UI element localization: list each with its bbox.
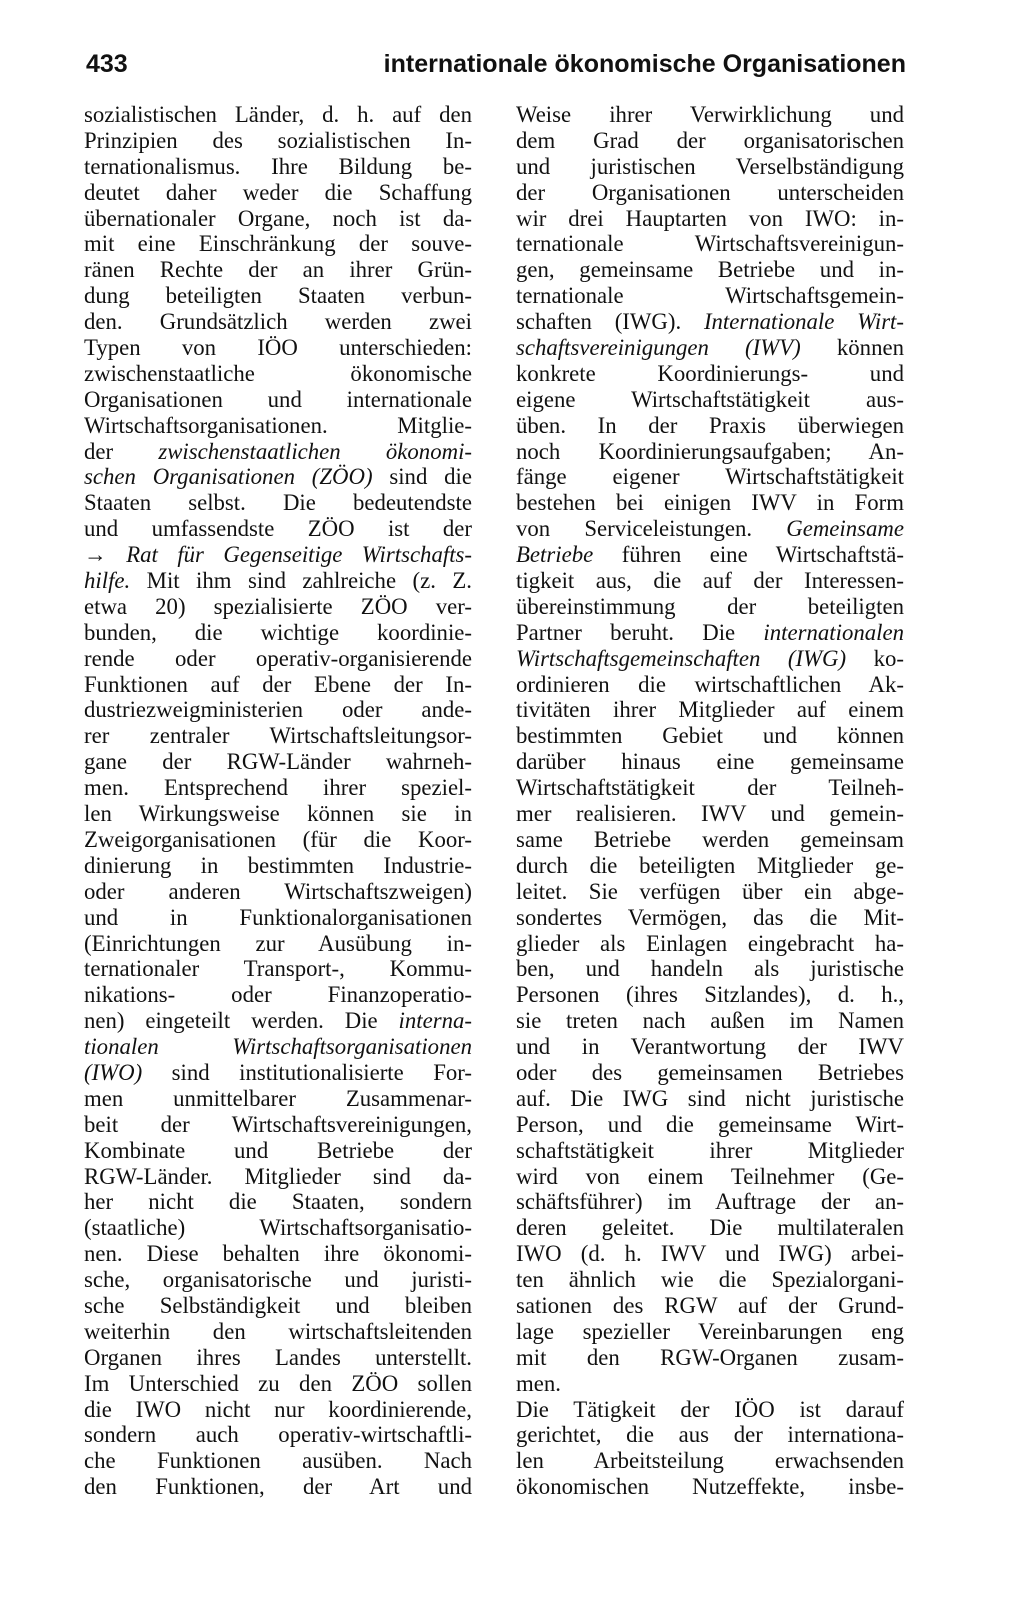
text-segment: Partner beruht. Die [516, 619, 764, 645]
text-line: gane der RGW-Länder wahrneh- [84, 749, 472, 775]
text-line: darüber hinaus eine gemeinsame [516, 749, 904, 775]
text-line: mer realisieren. IWV und gemein- [516, 801, 904, 827]
text-line: Personen (ihres Sitzlandes), d. h., [516, 982, 904, 1008]
text-line: die IWO nicht nur koordinierende, [84, 1396, 472, 1422]
page-number: 433 [86, 50, 128, 78]
text-line: che Funktionen ausüben. Nach [84, 1448, 472, 1474]
text-line [84, 1034, 472, 1060]
text-line: beit der Wirtschaftsvereinigungen, [84, 1111, 472, 1137]
text-line: dung beteiligten Staaten verbun- [84, 283, 472, 309]
text-line: wird von einem Teilnehmer (Ge- [516, 1163, 904, 1189]
text-line: den. Grundsätzlich werden zwei [84, 309, 472, 335]
page-header [86, 50, 906, 90]
text-line: Weise ihrer Verwirklichung und [516, 102, 904, 127]
text-line [84, 464, 472, 490]
text-line: tigkeit aus, die auf der Interessen- [516, 568, 904, 594]
text-line: Organen ihres Landes unterstellt. [84, 1344, 472, 1370]
text-line: und juristischen Verselbständigung [516, 153, 904, 179]
text-line: deutet daher weder die Schaffung [84, 179, 472, 205]
text-line: und in Funktionalorganisationen [84, 904, 472, 930]
text-line: len Wirkungsweise können sie in [84, 801, 472, 827]
text-line: deren geleitet. Die multilateralen [516, 1215, 904, 1241]
text-line: RGW-Länder. Mitglieder sind da- [84, 1163, 472, 1189]
text-segment: ko- [846, 645, 905, 671]
text-line: zwischenstaatliche ökonomische [84, 360, 472, 386]
text-line: glieder als Einlagen eingebracht ha- [516, 930, 904, 956]
italic-term: interna- [398, 1008, 472, 1034]
text-line: rer zentraler Wirtschaftsleitungsor- [84, 723, 472, 749]
text-line: eigene Wirtschaftstätigkeit aus- [516, 386, 904, 412]
italic-term: Internationale Wirt- [703, 309, 904, 335]
italic-term: Rat für Gegenseitige Wirtschafts- [126, 542, 472, 568]
text-line: übereinstimmung der beteiligten [516, 593, 904, 619]
text-line [516, 335, 904, 361]
text-line: ternationaler Transport-, Kommu- [84, 956, 472, 982]
text-segment: können [800, 335, 904, 361]
text-line: (Einrichtungen zur Ausübung in- [84, 930, 472, 956]
text-line: men unmittelbarer Zusammenar- [84, 1085, 472, 1111]
text-line: sondertes Vermögen, das die Mit- [516, 904, 904, 930]
text-segment: führen eine Wirtschaftstä- [593, 542, 904, 568]
text-line: Funktionen auf der Ebene der In- [84, 671, 472, 697]
text-line: ben, und handeln als juristische [516, 956, 904, 982]
text-line: her nicht die Staaten, sondern [84, 1189, 472, 1215]
text-line: len Arbeitsteilung erwachsenden [516, 1448, 904, 1474]
text-line: übernationaler Organe, noch ist da- [84, 205, 472, 231]
text-line: tivitäten ihrer Mitglieder auf einem [516, 697, 904, 723]
text-line: Im Unterschied zu den ZÖO sollen [84, 1370, 472, 1396]
text-line: sondern auch operativ-wirtschaftli- [84, 1422, 472, 1448]
text-line: Organisationen und internationale [84, 386, 472, 412]
text-line [84, 1008, 472, 1034]
text-segment: von Serviceleistungen. [516, 516, 787, 542]
text-line: Typen von IÖO unterschieden: [84, 335, 472, 361]
text-line: bestehen bei einigen IWV in Form [516, 490, 904, 516]
text-segment: nen) eingeteilt werden. Die [84, 1008, 399, 1034]
text-line: ternationale Wirtschaftsgemein- [516, 283, 904, 309]
text-line [84, 542, 472, 568]
text-line: lage spezieller Vereinbarungen eng [516, 1318, 904, 1344]
text-line: bunden, die wichtige koordinie- [84, 619, 472, 645]
text-line: schaftstätigkeit ihrer Mitglieder [516, 1137, 904, 1163]
text-line [84, 568, 472, 594]
text-line: sationen des RGW auf der Grund- [516, 1292, 904, 1318]
text-line: Wirtschaftstätigkeit der Teilneh- [516, 775, 904, 801]
text-line: leitet. Sie verfügen über ein abge- [516, 878, 904, 904]
text-line: ränen Rechte der an ihrer Grün- [84, 257, 472, 283]
text-line: und in Verantwortung der IWV [516, 1034, 904, 1060]
text-line: Person, und die gemeinsame Wirt- [516, 1111, 904, 1137]
italic-term: internationalen [763, 619, 904, 645]
text-line: gerichtet, die aus der internationa- [516, 1422, 904, 1448]
text-segment: → [84, 542, 127, 568]
text-line: same Betriebe werden gemeinsam [516, 826, 904, 852]
text-line: Prinzipien des sozialistischen In- [84, 127, 472, 153]
text-segment: der [84, 438, 159, 464]
running-head: internationale ökonomische Organisationen [383, 50, 906, 78]
left-text-column [84, 102, 472, 1500]
text-line: men. [516, 1370, 561, 1396]
text-line: den Funktionen, der Art und [84, 1474, 472, 1500]
text-line: schäftsführer) im Auftrage der an- [516, 1189, 904, 1215]
text-line: konkrete Koordinierungs- und [516, 360, 904, 386]
text-line: dinierung in bestimmten Industrie- [84, 852, 472, 878]
text-line: Staaten selbst. Die bedeutendste [84, 490, 472, 516]
text-line: ternationale Wirtschaftsvereinigun- [516, 231, 904, 257]
text-line [516, 516, 904, 542]
text-line: Zweigorganisationen (für die Koor- [84, 826, 472, 852]
text-line: noch Koordinierungsaufgaben; An- [516, 438, 904, 464]
text-line: fänge eigener Wirtschaftstätigkeit [516, 464, 904, 490]
text-line: auf. Die IWG sind nicht juristische [516, 1085, 904, 1111]
text-line: oder des gemeinsamen Betriebes [516, 1059, 904, 1085]
italic-term: Wirtschaftsgemeinschaften (IWG) [516, 645, 847, 671]
italic-term: Betriebe [516, 542, 594, 568]
text-line: ökonomischen Nutzeffekte, insbe- [516, 1474, 904, 1500]
text-line: sozialistischen Länder, d. h. auf den [84, 102, 472, 127]
italic-term: Gemeinsame [786, 516, 904, 542]
text-line: dem Grad der organisatorischen [516, 127, 904, 153]
text-line: etwa 20) spezialisierte ZÖO ver- [84, 593, 472, 619]
italic-term: schen Organisationen (ZÖO) [84, 464, 373, 490]
right-text-column [516, 102, 904, 1500]
text-line: mit den RGW-Organen zusam- [516, 1344, 904, 1370]
text-line: bestimmten Gebiet und können [516, 723, 904, 749]
text-line: sche, organisatorische und juristi- [84, 1267, 472, 1293]
text-line: rende oder operativ-organisierende [84, 645, 472, 671]
text-line: Die Tätigkeit der IÖO ist darauf [516, 1396, 904, 1422]
text-line [516, 646, 904, 672]
text-line: ordinieren die wirtschaftlichen Ak- [516, 671, 904, 697]
text-line: ten ähnlich wie die Spezialorgani- [516, 1267, 904, 1293]
text-segment: sind institutionalisierte For- [142, 1059, 472, 1085]
text-line [516, 542, 904, 568]
italic-term: hilfe. [84, 568, 131, 594]
text-segment: sind die [372, 464, 472, 490]
italic-term: tionalen Wirtschaftsorganisationen [84, 1034, 472, 1060]
italic-term: schaftsvereinigungen (IWV) [516, 335, 801, 361]
text-line: dustriezweigministerien oder ande- [84, 697, 472, 723]
text-segment: Mit ihm sind zahlreiche (z. Z. [130, 568, 472, 594]
text-line [84, 439, 472, 465]
text-line: gen, gemeinsame Betriebe und in- [516, 257, 904, 283]
text-line: oder anderen Wirtschaftszweigen) [84, 878, 472, 904]
text-line: weiterhin den wirtschaftsleitenden [84, 1318, 472, 1344]
text-line: sie treten nach außen im Namen [516, 1008, 904, 1034]
text-line: wir drei Hauptarten von IWO: in- [516, 205, 904, 231]
text-line: ternationalismus. Ihre Bildung be- [84, 153, 472, 179]
text-line: und umfassendste ZÖO ist der [84, 516, 472, 542]
text-line: IWO (d. h. IWV und IWG) arbei- [516, 1241, 904, 1267]
text-line: mit eine Einschränkung der souve- [84, 231, 472, 257]
text-line: (staatliche) Wirtschaftsorganisatio- [84, 1215, 472, 1241]
text-segment: schaften (IWG). [516, 309, 704, 335]
text-line: durch die beteiligten Mitglieder ge- [516, 852, 904, 878]
italic-term: (IWO) [84, 1059, 143, 1085]
text-line: üben. In der Praxis überwiegen [516, 412, 904, 438]
text-line [516, 620, 904, 646]
text-line: sche Selbständigkeit und bleiben [84, 1292, 472, 1318]
text-line [516, 309, 904, 335]
italic-term: zwischenstaatlichen ökonomi- [158, 438, 472, 464]
text-line: men. Entsprechend ihrer speziel- [84, 775, 472, 801]
text-line: der Organisationen unterscheiden [516, 179, 904, 205]
text-line [84, 1060, 472, 1086]
text-line: Kombinate und Betriebe der [84, 1137, 472, 1163]
text-line: nen. Diese behalten ihre ökonomi- [84, 1241, 472, 1267]
text-line: nikations- oder Finanzoperatio- [84, 982, 472, 1008]
text-line: Wirtschaftsorganisationen. Mitglie- [84, 412, 472, 438]
